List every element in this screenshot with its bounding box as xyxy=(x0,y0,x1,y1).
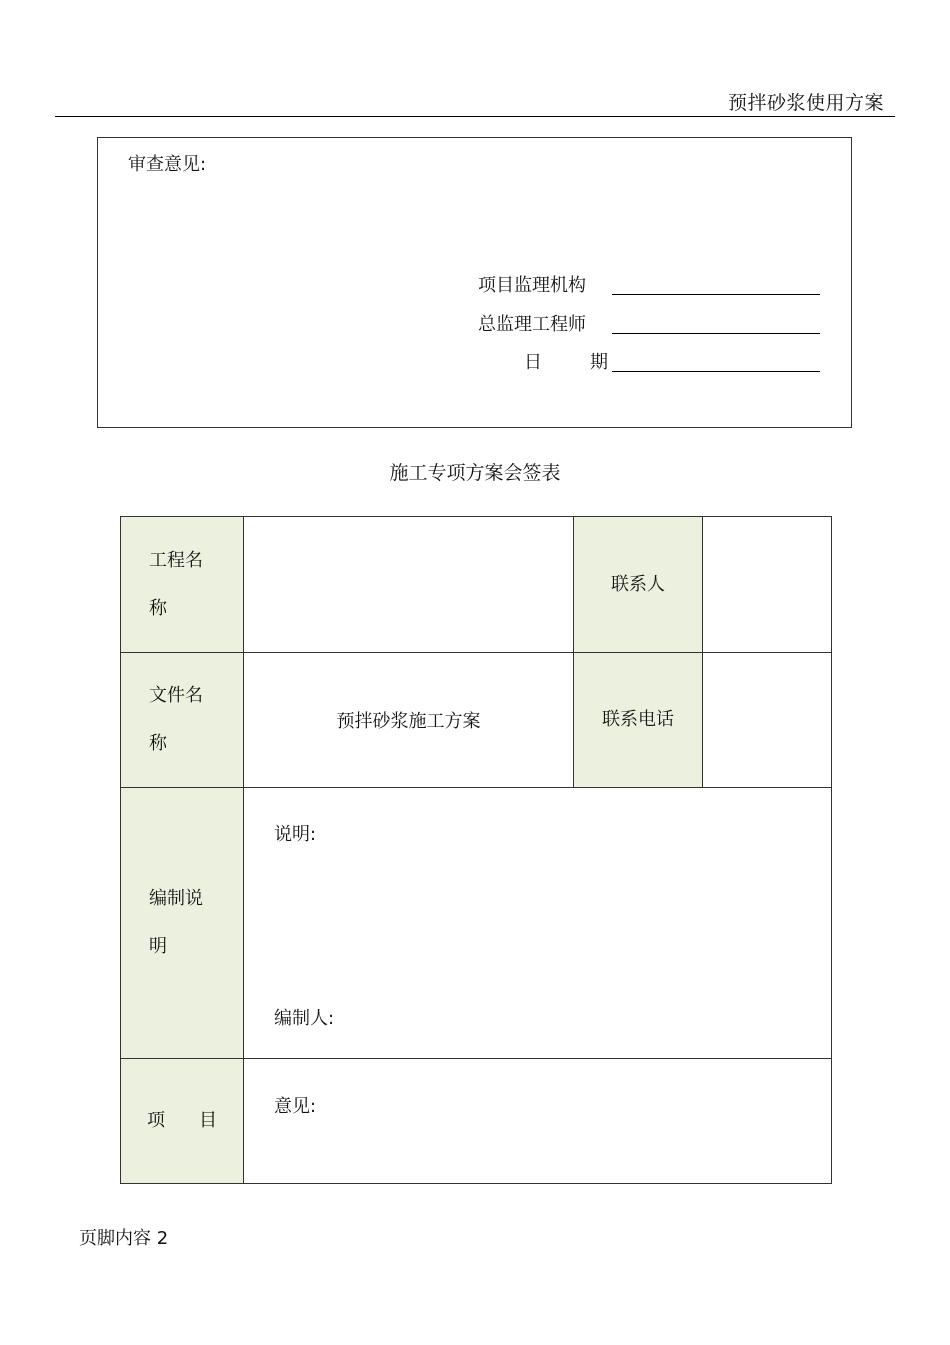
date-label-part-2: 期 xyxy=(590,352,608,373)
file-name-label: 文件名称 xyxy=(149,685,203,754)
date-signature-line[interactable] xyxy=(612,371,820,372)
file-name-value-cell[interactable] xyxy=(244,653,574,788)
chief-engineer-row xyxy=(478,310,612,336)
file-name-value: 预拌砂浆施工方案 xyxy=(336,711,481,732)
project-name-label-cell xyxy=(121,517,244,653)
project-name-value-cell[interactable] xyxy=(244,517,574,653)
project-opinion-row xyxy=(121,1059,832,1184)
supervision-org-row xyxy=(478,271,612,297)
contact-label: 联系人 xyxy=(611,573,665,595)
project-opinion-cell[interactable] xyxy=(244,1059,832,1184)
contact-value-cell[interactable] xyxy=(703,517,832,653)
project-name-row xyxy=(121,517,832,653)
contact-label-cell xyxy=(574,517,703,653)
phone-label: 联系电话 xyxy=(602,709,674,730)
chief-engineer-label: 总监理工程师 xyxy=(478,314,586,335)
header-divider xyxy=(55,116,895,117)
file-name-label-cell xyxy=(121,653,244,788)
project-name-label: 工程名称 xyxy=(149,549,203,619)
file-name-row xyxy=(121,653,832,788)
preparation-author-label: 编制人: xyxy=(274,1008,335,1029)
opinion-label: 意见: xyxy=(274,1096,317,1117)
preparation-label-cell xyxy=(121,788,244,1059)
phone-value-cell[interactable] xyxy=(703,653,832,788)
date-row xyxy=(478,348,612,374)
project-label-cell xyxy=(121,1059,244,1184)
sign-form-table xyxy=(120,516,832,1184)
preparation-content-cell[interactable] xyxy=(244,788,832,1059)
document-header-title: 预拌砂浆使用方案 xyxy=(727,92,884,114)
preparation-label: 编制说明 xyxy=(149,888,203,957)
preparation-note-label: 说明: xyxy=(274,824,317,845)
review-opinion-label: 审查意见: xyxy=(128,154,207,175)
supervision-org-signature-line[interactable] xyxy=(612,294,820,295)
preparation-row xyxy=(121,788,832,1059)
supervision-org-label: 项目监理机构 xyxy=(478,275,586,296)
chief-engineer-signature-line[interactable] xyxy=(612,333,820,334)
review-opinion-box xyxy=(97,137,852,428)
date-label-part-1: 日 xyxy=(524,352,542,373)
phone-label-cell xyxy=(574,653,703,788)
project-label-part-1: 项 xyxy=(147,1110,165,1131)
project-label-part-2: 目 xyxy=(199,1110,217,1131)
sign-form-title: 施工专项方案会签表 xyxy=(389,462,561,484)
page-footer: 页脚内容 2 xyxy=(79,1228,169,1249)
date-label xyxy=(478,348,612,374)
